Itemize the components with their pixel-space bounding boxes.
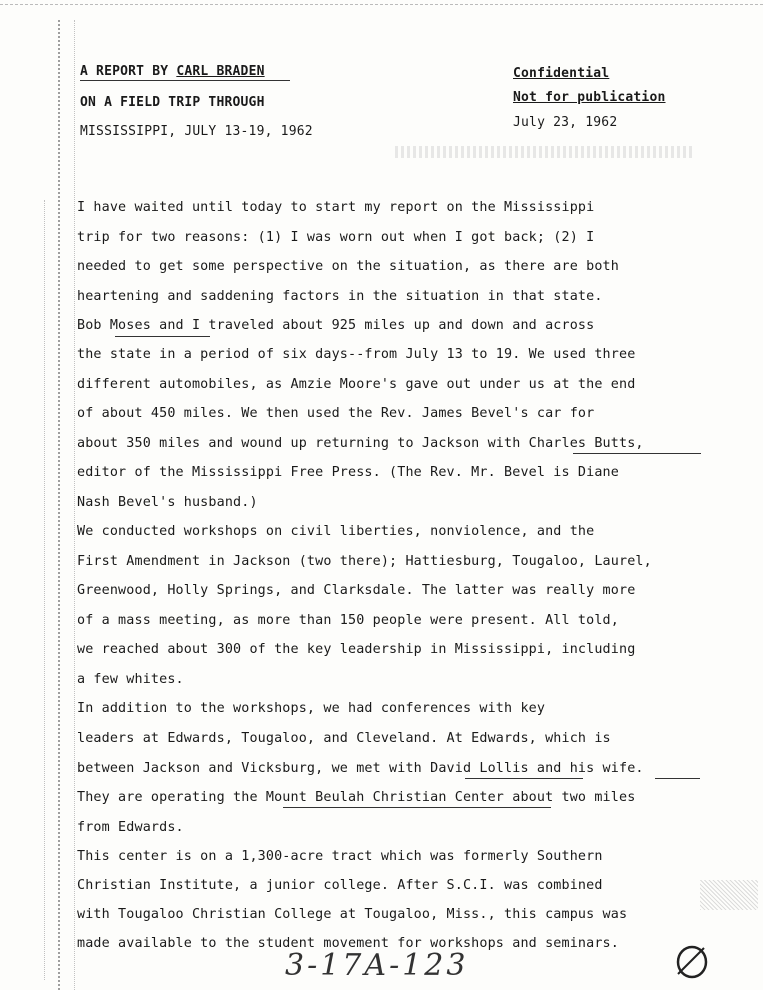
handwritten-file-number: 3-17A-123 — [285, 948, 469, 983]
body-line: from Edwards. — [77, 820, 184, 835]
annotation-underline-wife — [655, 778, 700, 779]
header-line-3: MISSISSIPPI, JULY 13-19, 1962 — [80, 124, 313, 139]
body-line: Greenwood, Holly Springs, and Clarksdale. The latter was really more — [77, 583, 636, 598]
body-line: of about 450 miles. We then used the Rev. James Bevel's car for — [77, 406, 595, 421]
annotation-underline-charles-butts — [573, 453, 701, 454]
annotation-underline-david-lollis — [465, 778, 583, 779]
header-author-name: CARL BRADEN — [176, 64, 265, 79]
body-line: different automobiles, as Amzie Moore's gave out under us at the end — [77, 377, 636, 392]
top-perforation — [0, 4, 763, 5]
body-line: We conducted workshops on civil liberties, nonviolence, and the — [77, 524, 595, 539]
body-line: Bob Moses and I traveled about 925 miles up and down and across — [77, 318, 595, 333]
body-line: the state in a period of six days--from July 13 to 19. We used three — [77, 347, 636, 362]
body-line: trip for two reasons: (1) I was worn out when I got back; (2) I — [77, 230, 595, 245]
body-line: This center is on a 1,300-acre tract which was formerly Southern — [77, 849, 603, 864]
body-line: needed to get some perspective on the situation, as there are both — [77, 259, 619, 274]
scan-noise — [395, 146, 695, 158]
body-line: editor of the Mississippi Free Press. (The Rev. Mr. Bevel is Diane — [77, 465, 619, 480]
report-date: July 23, 1962 — [513, 115, 618, 130]
scan-noise-stamp — [700, 880, 758, 910]
confidential-label: Confidential — [513, 66, 610, 81]
body-line: In addition to the workshops, we had conferences with key — [77, 701, 546, 716]
body-line: made available to the student movement for workshops and seminars. — [77, 936, 619, 951]
header-line-1 — [80, 64, 265, 79]
body-line: of a mass meeting, as more than 150 people were present. All told, — [77, 613, 619, 628]
not-for-publication-label: Not for publication — [513, 90, 666, 105]
annotation-underline-bob-moses — [115, 336, 210, 337]
annotation-underline-mount-beulah — [283, 807, 551, 808]
body-line: I have waited until today to start my report on the Mississippi — [77, 200, 595, 215]
body-line: They are operating the Mount Beulah Christian Center about two miles — [77, 790, 636, 805]
body-line: First Amendment in Jackson (two there); Hattiesburg, Tougaloo, Laurel, — [77, 554, 652, 569]
body-line: Nash Bevel's husband.) — [77, 495, 258, 510]
body-line: leaders at Edwards, Tougaloo, and Cleveland. At Edwards, which is — [77, 731, 611, 746]
left-scan-marks — [44, 200, 49, 980]
header-line-2: ON A FIELD TRIP THROUGH — [80, 95, 265, 110]
body-line: we reached about 300 of the key leadership in Mississippi, including — [77, 642, 636, 657]
body-line: heartening and saddening factors in the situation in that state. — [77, 289, 603, 304]
body-line: with Tougaloo Christian College at Tougaloo, Miss., this campus was — [77, 907, 628, 922]
left-binding-marks — [58, 20, 75, 990]
body-line: Christian Institute, a junior college. After S.C.I. was combined — [77, 878, 603, 893]
body-line: between Jackson and Vicksburg, we met with David Lollis and his wife. — [77, 761, 644, 776]
body-line: about 350 miles and wound up returning to Jackson with Charles Butts, — [77, 436, 644, 451]
annotation-underline-author — [80, 80, 290, 81]
body-line: a few whites. — [77, 672, 184, 687]
handwritten-circle-mark — [672, 940, 712, 980]
header-report-by: A REPORT BY — [80, 64, 169, 79]
